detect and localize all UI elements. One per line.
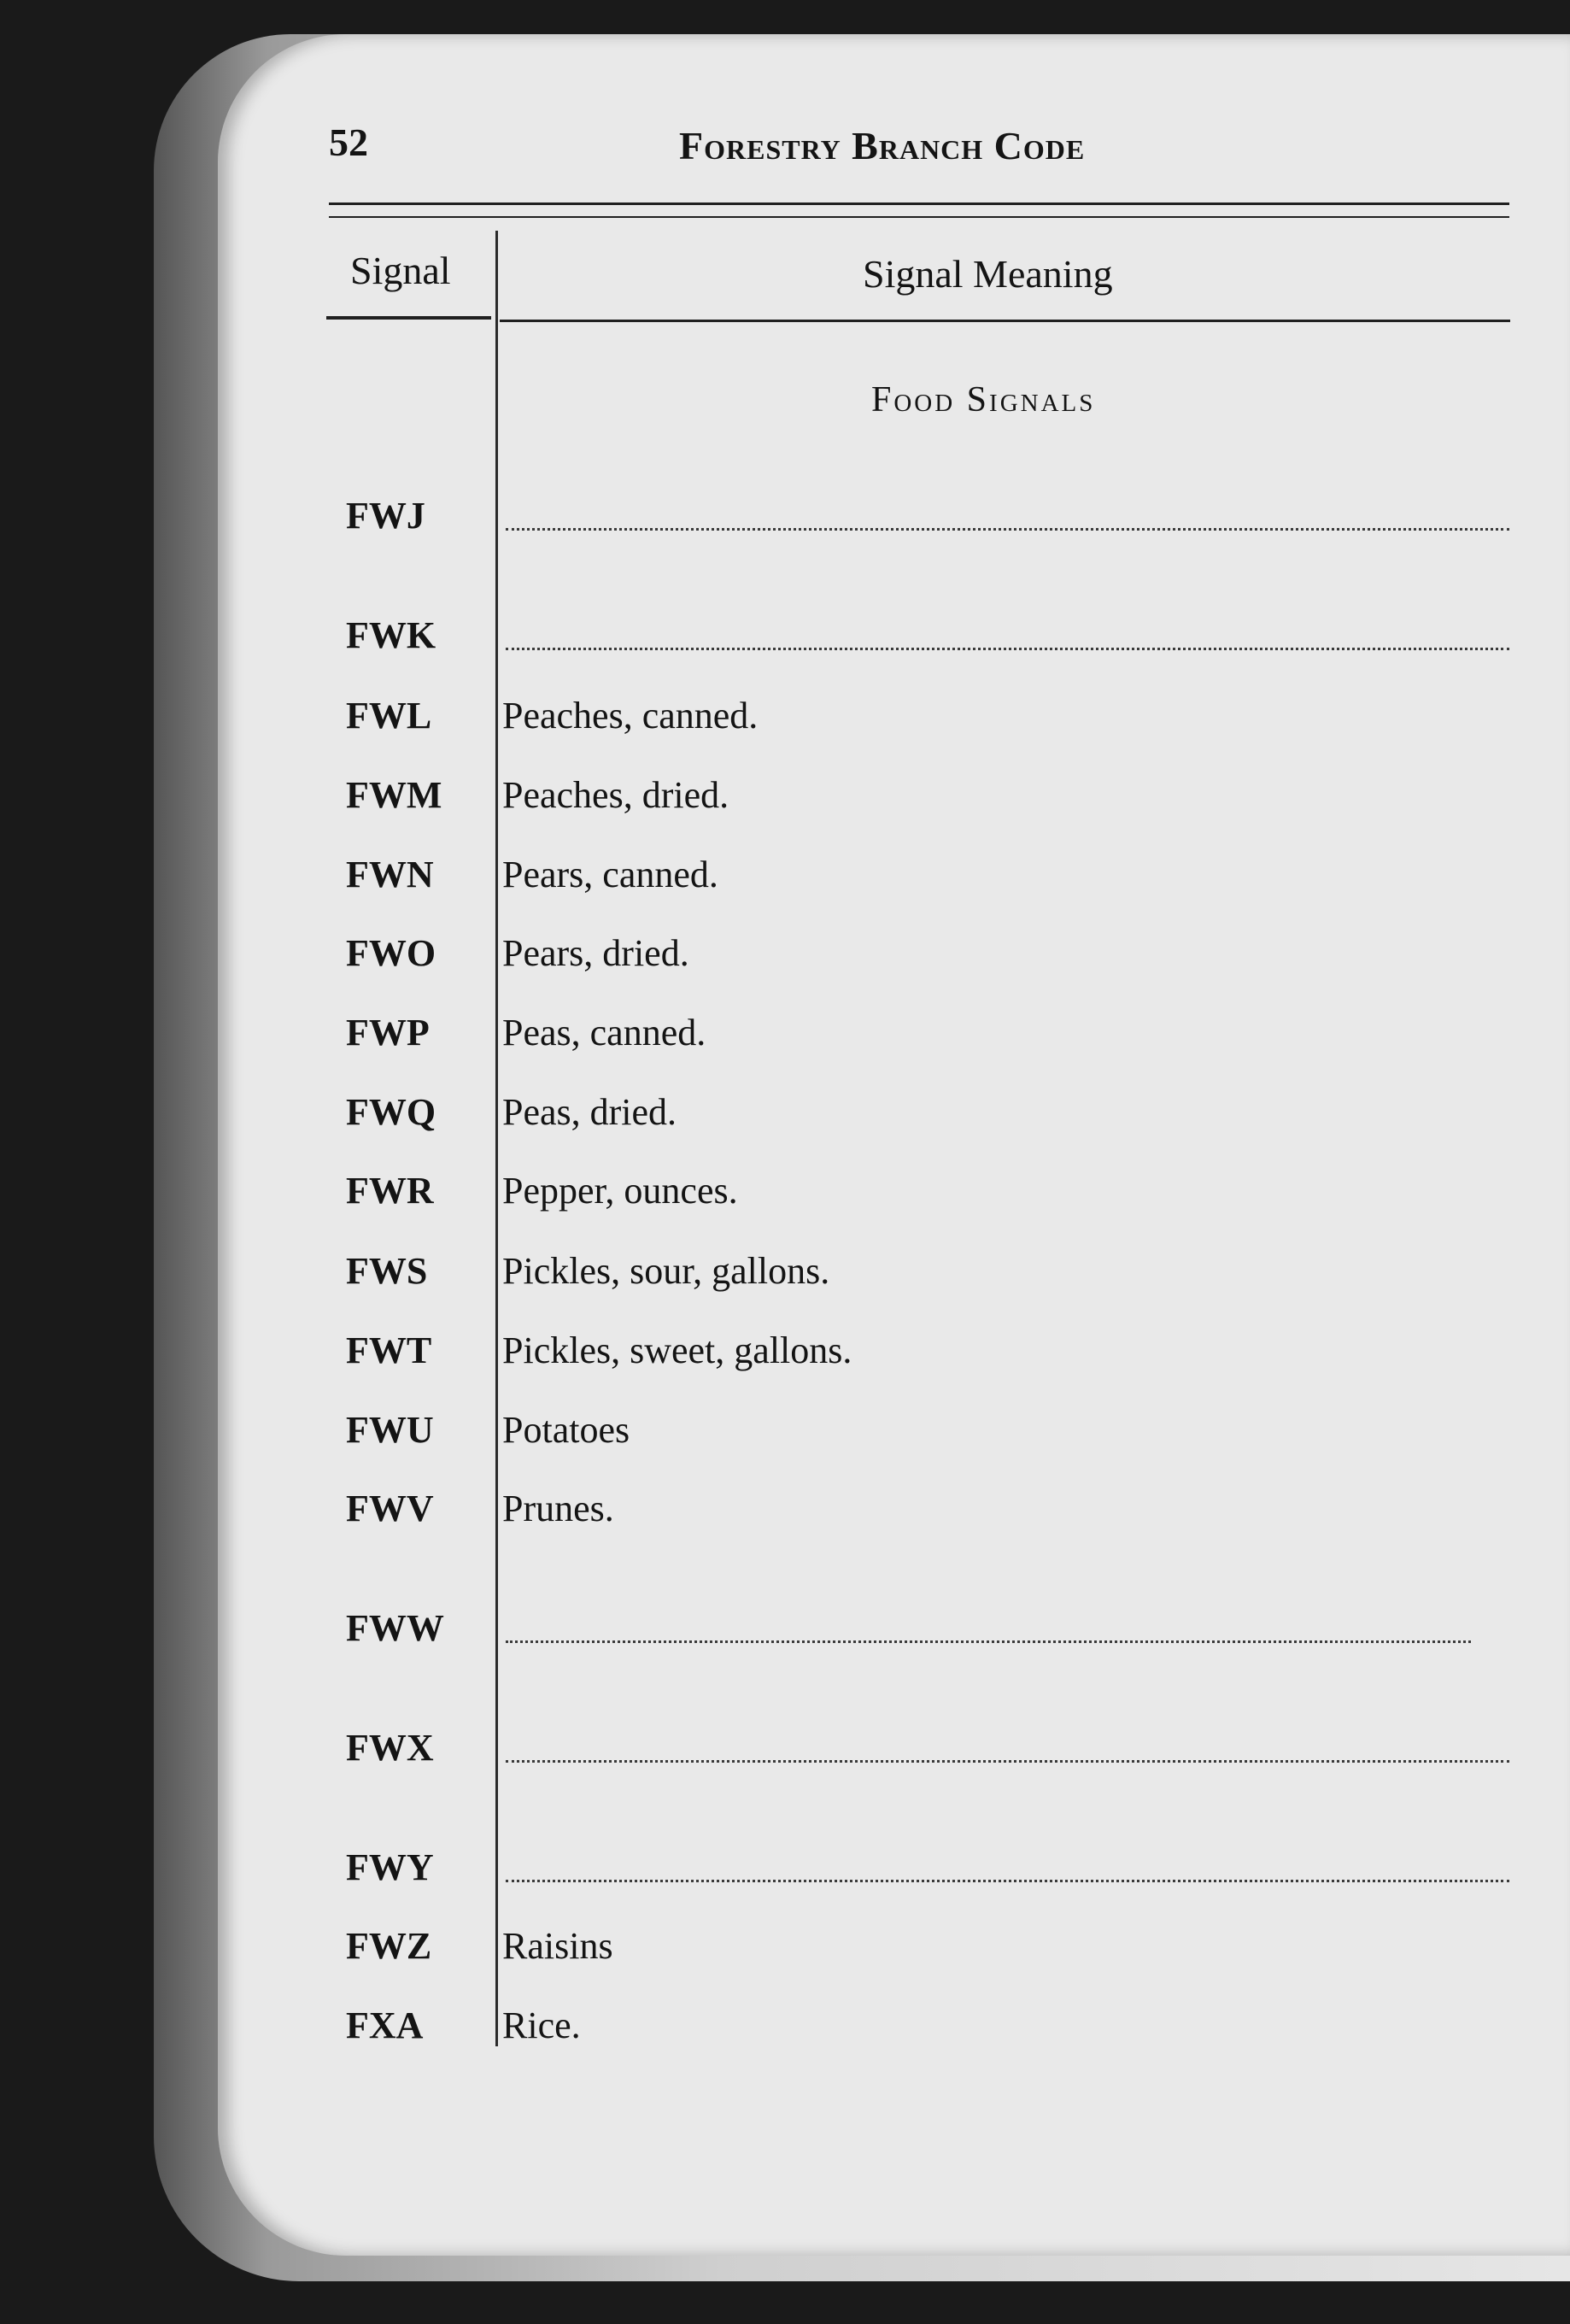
header-rule-bottom: [329, 216, 1509, 218]
signal-code: FWZ: [346, 1925, 432, 1967]
signal-code: FWM: [346, 774, 442, 816]
signal-meaning: Pickles, sour, gallons.: [502, 1250, 830, 1292]
signal-meaning: Peaches, canned.: [502, 695, 759, 737]
section-title: Food Signals: [871, 380, 1096, 420]
signal-code: FWL: [346, 695, 432, 737]
signal-meaning: Pickles, sweet, gallons.: [502, 1329, 852, 1371]
signal-meaning: Prunes.: [502, 1488, 614, 1529]
blank-entry-line: [506, 1760, 1509, 1763]
blank-entry-line: [506, 1640, 1471, 1643]
signal-code: FWT: [346, 1329, 432, 1371]
signal-meaning: Raisins: [502, 1925, 613, 1967]
column-header-signal: Signal: [350, 249, 451, 292]
page-title: Forestry Branch Code: [679, 124, 1086, 167]
signal-code: FWO: [346, 932, 436, 974]
signal-code: FWS: [346, 1250, 428, 1292]
blank-entry-line: [506, 1880, 1509, 1882]
signal-code: FWU: [346, 1409, 434, 1451]
signal-meaning: Rice.: [502, 2004, 581, 2046]
signal-code: FWQ: [346, 1091, 436, 1133]
signal-code: FWP: [346, 1012, 430, 1053]
signal-code: FWV: [346, 1488, 434, 1529]
signal-code: FWY: [346, 1846, 434, 1888]
signal-code: FWW: [346, 1607, 444, 1649]
signal-meaning: Potatoes: [502, 1409, 630, 1451]
signal-meaning: Peaches, dried.: [502, 774, 729, 816]
signal-meaning: Pepper, ounces.: [502, 1170, 738, 1212]
signal-code: FWN: [346, 854, 434, 895]
page-number: 52: [329, 120, 368, 164]
blank-entry-line: [506, 528, 1509, 531]
signal-meaning: Pears, dried.: [502, 932, 689, 974]
blank-entry-line: [506, 648, 1509, 650]
column-header-rule-right: [500, 320, 1510, 322]
signal-code: FWX: [346, 1727, 434, 1769]
signal-meaning: Peas, canned.: [502, 1012, 706, 1053]
column-header-meaning: Signal Meaning: [863, 252, 1113, 296]
header-rule-top: [329, 202, 1509, 205]
column-divider: [495, 231, 498, 2046]
signal-code: FXA: [346, 2004, 424, 2046]
signal-code: FWJ: [346, 495, 425, 537]
signal-meaning: Peas, dried.: [502, 1091, 677, 1133]
column-header-rule-left: [326, 316, 491, 320]
signal-code: FWK: [346, 614, 436, 656]
signal-code: FWR: [346, 1170, 434, 1212]
signal-meaning: Pears, canned.: [502, 854, 718, 895]
